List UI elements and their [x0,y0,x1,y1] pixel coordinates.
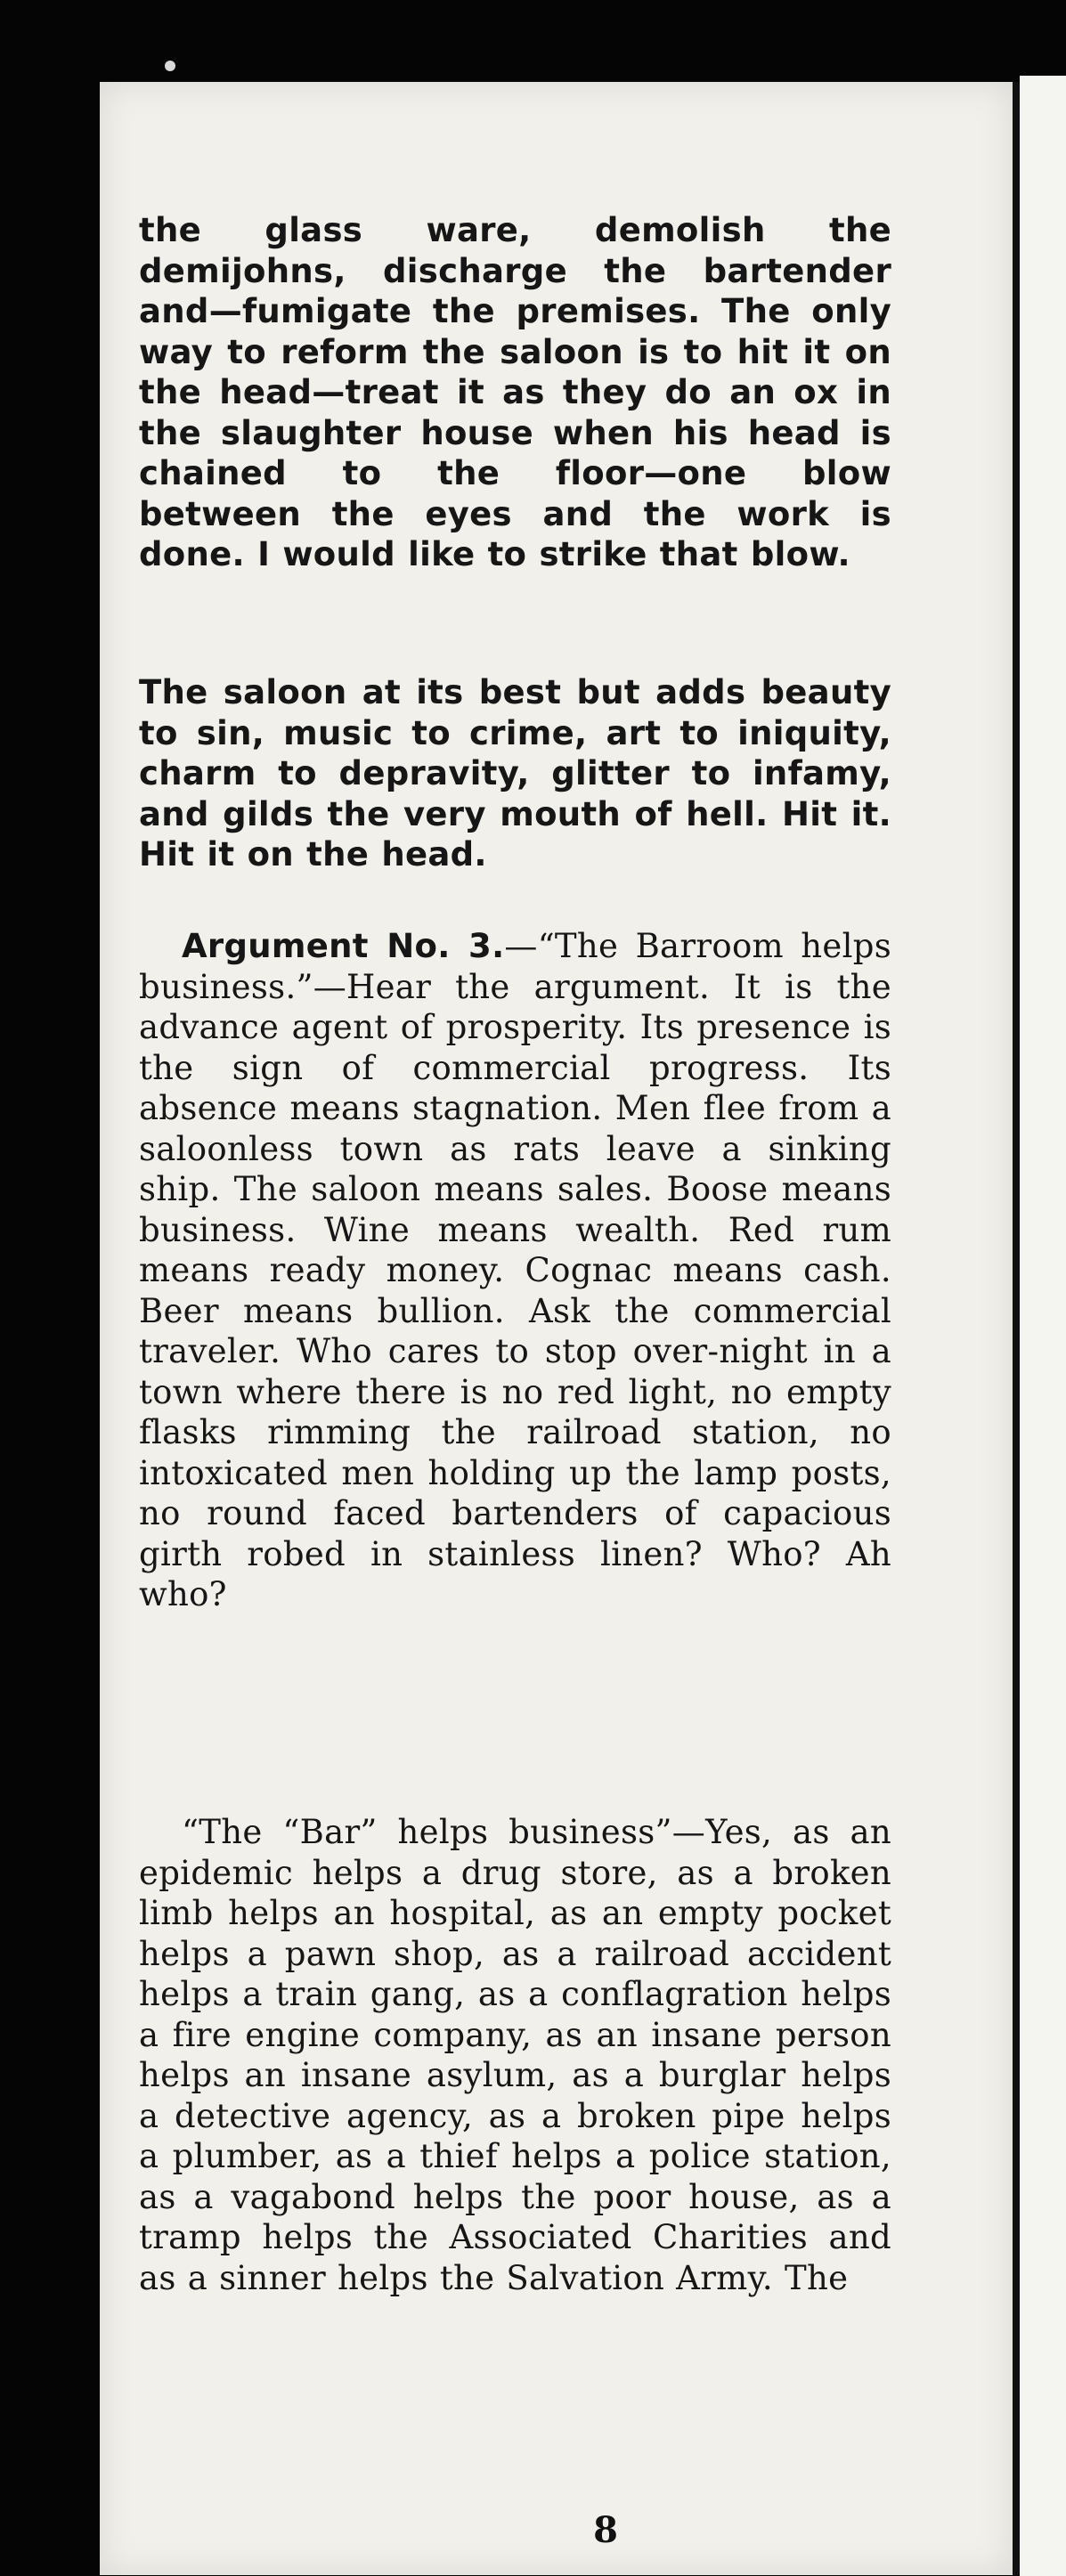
paragraph-2: The saloon at its best but adds beauty to sin, music to crime, art to iniquity, charm to depravity, glitter to infamy, and gilds the very mouth of hell. Hit it. Hit it on the head. [139,673,891,874]
argument-text: —“The Barroom helps business.”—Hear the argument. It is the advance agent of prosperity. Its presence is the sign of commercial progress. Its absence means stagnation. Men flee from a saloonless town as rats leave a sinking ship. The saloon means sales. Boose means business. Wine means wealth. Red rum means ready money. Cognac means cash. Beer means bullion. Ask the commercial traveler. Who cares to stop over-night in a town where there is no red light, no empty flasks rimming the railroad station, no intoxicated men holding up the lamp posts, no round faced bartenders of capacious girth robed in stainless linen? Who? Ah who? [139,927,891,1613]
argument-label: Argument No. 3. [182,927,505,965]
page-number: 8 [593,2509,618,2551]
page-gutter [1013,82,1020,2575]
paragraph-4-text: “The “Bar” helps business”—Yes, as an epidemic helps a drug store, as a broken limb helps an hospital, as an empty pocket helps a pawn shop, as a railroad accident helps a train gang, as a conflagration helps a fire engine company, as an insane person helps an insane asylum, as a burglar helps a detective agency, as a broken pipe helps a plumber, as a thief helps a police station, as a vagabond helps the poor house, as a tramp helps the Associated Charities and as a sinner helps the Salvation Army. The [139,1813,891,2297]
paragraph-4 [139,1812,891,2298]
adjacent-page-edge [1020,76,1066,2576]
paragraph-1: the glass ware, demolish the demijohns, discharge the bartender and—fumigate the premises. The only way to reform the saloon is to hit it on the head—treat it as they do an ox in the slaughter house when his head is chained to the floor—one blow between the eyes and the work is done. I would like to strike that blow. [139,211,891,573]
film-dust-spot [165,61,175,71]
paragraph-3 [139,926,891,1615]
